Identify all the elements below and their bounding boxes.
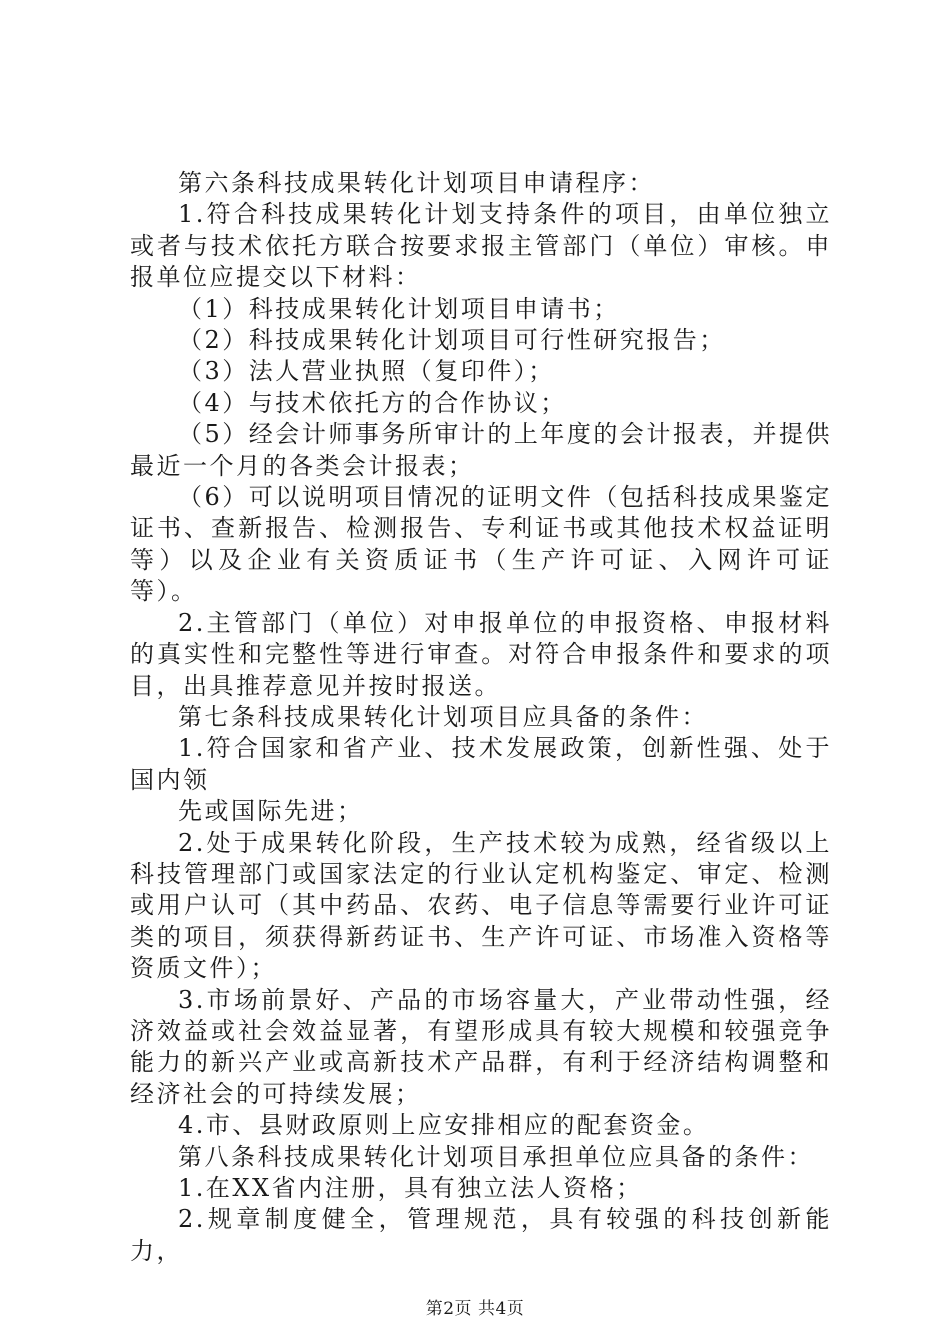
paragraph-item-1: 1.符合科技成果转化计划支持条件的项目，由单位独立或者与技术依托方联合按要求报主管部门（单位）审核。申报单位应提交以下材料： <box>130 200 832 292</box>
paragraph-material-3: （3）法人营业执照（复印件）； <box>178 357 555 386</box>
paragraph-material-2: （2）科技成果转化计划项目可行性研究报告； <box>178 326 726 355</box>
paragraph-material-1: （1）科技成果转化计划项目申请书； <box>178 294 620 323</box>
paragraph-unit-condition-2: 2.规章制度健全，管理规范，具有较强的科技创新能力， <box>130 1205 832 1265</box>
paragraph-condition-1-continued: 先或国际先进； <box>178 797 364 826</box>
paragraph-article-7-heading: 第七条科技成果转化计划项目应具备的条件： <box>178 702 708 731</box>
document-body <box>130 168 832 1267</box>
paragraph-article-6-heading: 第六条科技成果转化计划项目申请程序： <box>178 169 655 197</box>
page-footer <box>0 1294 950 1319</box>
paragraph-item-2: 2.主管部门（单位）对申报单位的申报资格、申报材料的真实性和完整性等进行审查。对符合申报条件和要求的项目，出具推荐意见并按时报送。 <box>130 608 832 700</box>
paragraph-unit-condition-1: 1.在XX省内注册，具有独立法人资格； <box>178 1174 643 1202</box>
paragraph-material-5: （5）经会计师事务所审计的上年度的会计报表，并提供最近一个月的各类会计报表； <box>130 420 832 480</box>
paragraph-material-4: （4）与技术依托方的合作协议； <box>178 388 567 417</box>
paragraph-material-6: （6）可以说明项目情况的证明文件（包括科技成果鉴定证书、查新报告、检测报告、专利证书或其他技术权益证明等）以及企业有关资质证书（生产许可证、入网许可证等）。 <box>130 483 832 606</box>
paragraph-condition-2: 2.处于成果转化阶段，生产技术较为成熟，经省级以上科技管理部门或国家法定的行业认定机构鉴定、审定、检测或用户认可（其中药品、农药、电子信息等需要行业许可证类的项目，须获得新药证书、生产许可证、市场准入资格等资质文件）； <box>130 828 832 983</box>
paragraph-condition-4: 4.市、县财政原则上应安排相应的配套资金。 <box>178 1111 710 1140</box>
paragraph-article-8-heading: 第八条科技成果转化计划项目承担单位应具备的条件： <box>178 1142 814 1171</box>
page-number-indicator: 第2页 共4页 <box>425 1299 525 1319</box>
paragraph-condition-1: 1.符合国家和省产业、技术发展政策，创新性强、处于国内领 <box>130 734 832 794</box>
paragraph-condition-3: 3.市场前景好、产品的市场容量大，产业带动性强，经济效益或社会效益显著，有望形成具有较大规模和较强竞争能力的新兴产业或高新技术产品群，有利于经济结构调整和经济社会的可持续发展； <box>130 985 832 1108</box>
